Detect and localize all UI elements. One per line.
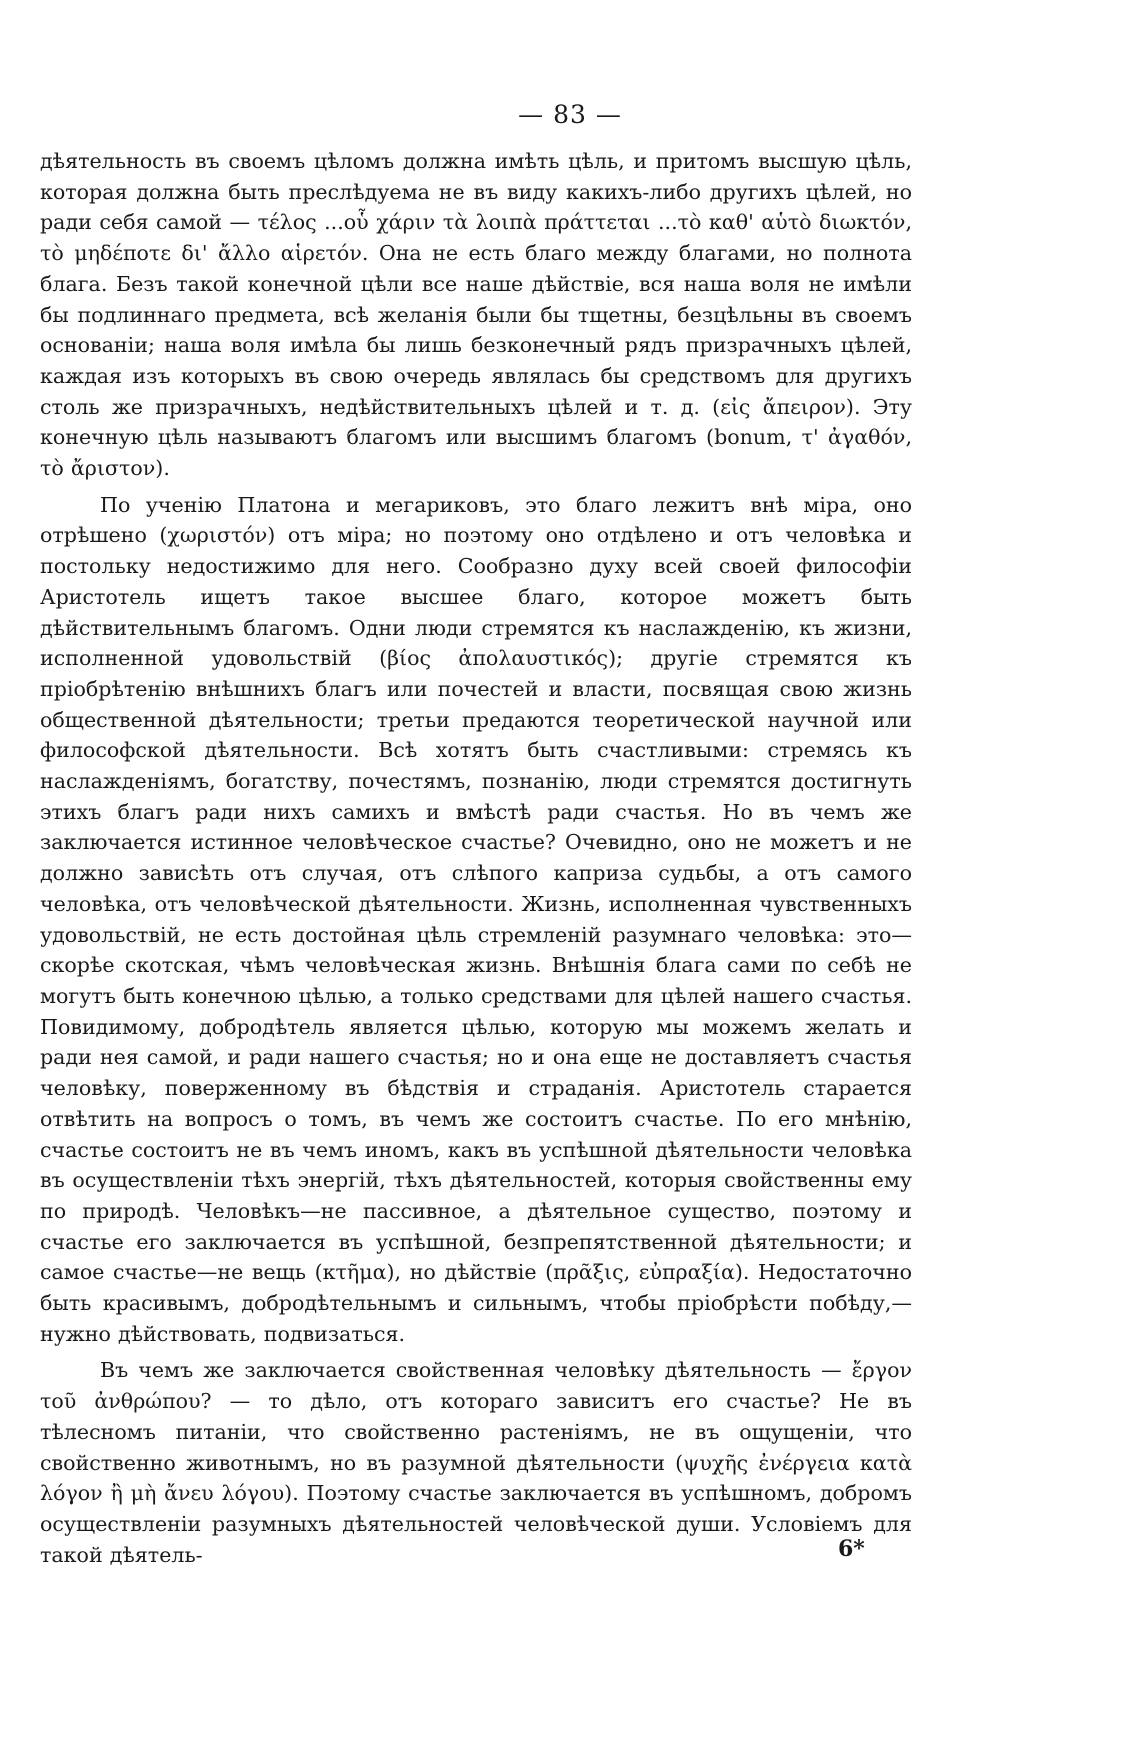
paragraph-1: дѣятельность въ своемъ цѣломъ должна имѣть цѣль, и притомъ высшую цѣль, которая должна быть преслѣдуема не въ виду какихъ-либо другихъ цѣлей, но ради себя самой — τέλος ...οὗ χάριν τὰ λοιπὰ πράττεται ...τὸ καθ' αὑτὸ διωκτόν, τὸ μηδέποτε δι' ἄλλο αἱρετόν. Она не есть благо между благами, но полнота блага. Безъ такой конечной цѣли все наше дѣйствіе, вся наша воля не имѣли бы подлиннаго предмета, всѣ желанія были бы тщетны, безцѣльны въ своемъ основаніи; наша воля имѣла бы лишь безконечный рядъ призрачныхъ цѣлей, каждая изъ которыхъ въ свою очередь являлась бы средствомъ для другихъ столь же призрачныхъ, недѣйствительныхъ цѣлей и т. д. (εἰς ἄπειρον). Эту конечную цѣль называютъ благомъ или высшимъ благомъ (bonum, τ' ἀγαθόν, τὸ ἄριστον). bbox=[40, 149, 912, 481]
page-number: — 83 — bbox=[518, 100, 622, 129]
body-text bbox=[40, 146, 912, 1570]
signature-mark: 6* bbox=[838, 1536, 865, 1562]
paragraph-3: Въ чемъ же заключается свойственная человѣку дѣятельность — ἔργον τοῦ ἀνθρώπου? — то дѣло, отъ котораго зависитъ его счастье? Не въ тѣлесномъ питаніи, что свойственно растеніямъ, не въ ощущеніи, что свойственно животнымъ, но въ разумной дѣятельности (ψυχῆς ἐνέργεια κατὰ λόγον ἢ μὴ ἄνευ λόγου). Поэтому счастье заключается въ успѣшномъ, добромъ осуществленіи разумныхъ дѣятельностей человѣческой души. Условіемъ для такой дѣятель- bbox=[40, 1358, 912, 1567]
paragraph-2: По ученію Платона и мегариковъ, это благо лежитъ внѣ міра, оно отрѣшено (χωριστόν) отъ міра; но поэтому оно отдѣлено и отъ человѣка и постольку недостижимо для него. Сообразно духу всей своей философіи Аристотель ищетъ такое высшее благо, которое можетъ быть дѣйствительнымъ благомъ. Одни люди стремятся къ наслажденію, къ жизни, исполненной удовольствій (βίος ἀπολαυστικός); другіе стремятся къ пріобрѣтенію внѣшнихъ благъ или почестей и власти, посвящая свою жизнь общественной дѣятельности; третьи предаются теоретической научной или философской дѣятельности. Всѣ хотятъ быть счастливыми: стремясь къ наслажденіямъ, богатству, почестямъ, познанію, люди стремятся достигнуть этихъ благъ ради нихъ самихъ и вмѣстѣ ради счастья. Но въ чемъ же заключается истинное человѣческое счастье? Очевидно, оно не можетъ и не должно зависѣть отъ случая, отъ слѣпого каприза судьбы, а отъ самого человѣка, отъ человѣческой дѣятельности. Жизнь, исполненная чувственныхъ удовольствій, не есть достойная цѣль стремленій разумнаго человѣка: это—скорѣе скотская, чѣмъ человѣческая жизнь. Внѣшнія блага сами по себѣ не могутъ быть конечною цѣлью, а только средствами для цѣлей нашего счастья. Повидимому, добродѣтель является цѣлью, которую мы можемъ желать и ради нея самой, и ради нашего счастья; но и она еще не доставляетъ счастья человѣку, поверженному въ бѣдствія и страданія. Аристотель старается отвѣтить на вопросъ о томъ, въ чемъ же состоитъ счастье. По его мнѣнію, счастье состоитъ не въ чемъ иномъ, какъ въ успѣшной дѣятельности человѣка въ осуществленіи тѣхъ энергій, тѣхъ дѣятельностей, которыя свойственны ему по природѣ. Человѣкъ—не пассивное, а дѣятельное существо, поэтому и счастье его заключается въ успѣшной, безпрепятственной дѣятельности; и самое счастье—не вещь (κτῆμα), но дѣйствіе (πρᾶξις, εὐπραξία). Недостаточно быть красивымъ, добродѣтельнымъ и сильнымъ, чтобы пріобрѣсти побѣду,—нужно дѣйствовать, подвизаться. bbox=[40, 492, 912, 1346]
